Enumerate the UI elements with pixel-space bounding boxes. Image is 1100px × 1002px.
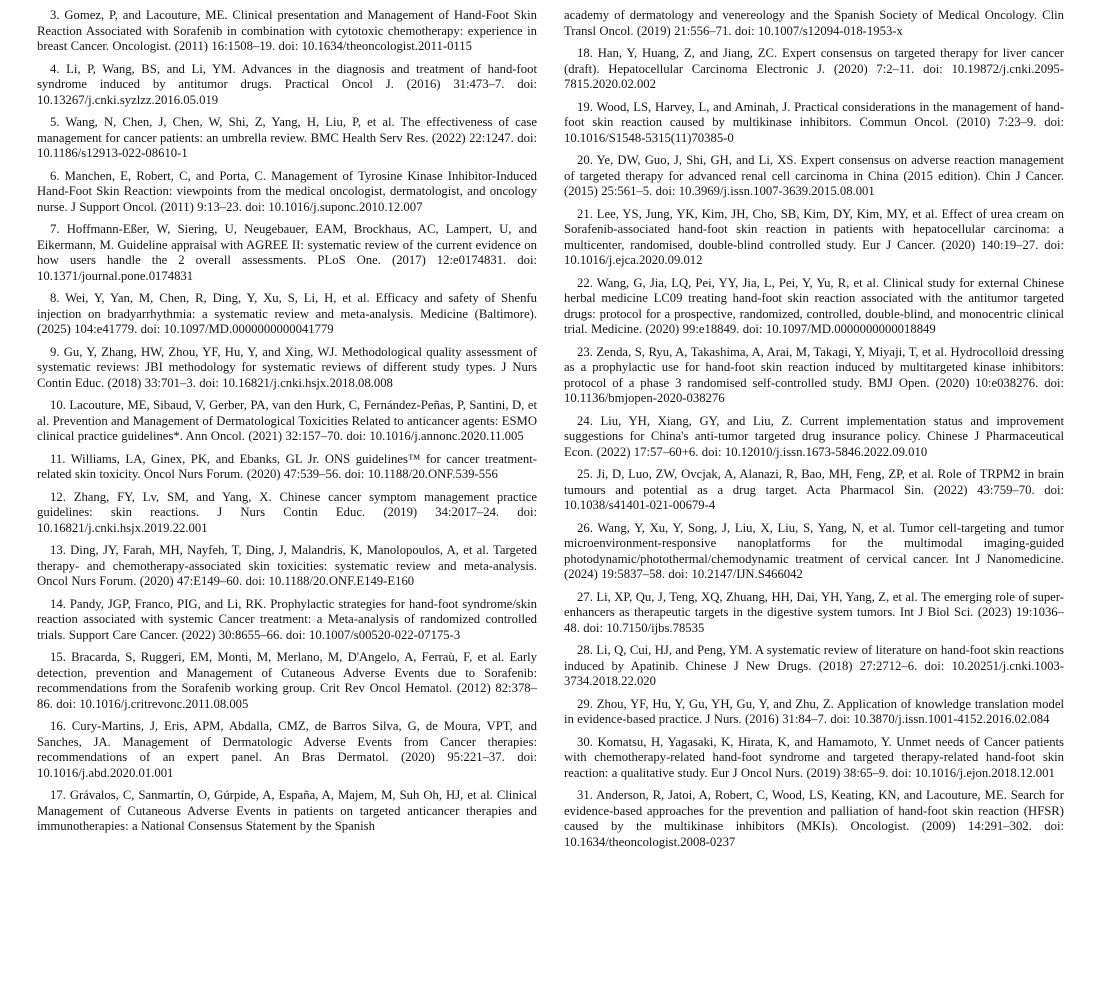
reference-item: 21. Lee, YS, Jung, YK, Kim, JH, Cho, SB, Kim, DY, Kim, MY, et al. Effect of urea cream on Sorafenib-associated hand-foot skin reaction in patients with hepatocellular carcinoma: a multicenter, randomised, double-blind controlled study. Eur J Cancer. (2020) 140:19–27. doi: 10.1016/j.ejca.2020.09.012 (564, 206, 1064, 267)
reference-item: 27. Li, XP, Qu, J, Teng, XQ, Zhuang, HH, Dai, YH, Yang, Z, et al. The emerging role of super-enhancers as therapeutic targets in the digestive system tumors. Int J Biol Sci. (2023) 19:1036–48. doi: 10.7150/ijbs.78535 (564, 589, 1064, 635)
reference-item: 30. Komatsu, H, Yagasaki, K, Hirata, K, and Hamamoto, Y. Unmet needs of Cancer patients with chemotherapy-related hand-foot syndrome and targeted therapy-related hand-foot skin reaction: a qualitative study. Eur J Oncol Nurs. (2019) 38:65–9. doi: 10.1016/j.ejon.2018.12.001 (564, 734, 1064, 780)
reference-item: 12. Zhang, FY, Lv, SM, and Yang, X. Chinese cancer symptom management practice guidelines: skin reactions. J Nurs Contin Educ. (2019) 34:2017–24. doi: 10.16821/j.cnki.hsjx.2019.22.001 (37, 489, 537, 535)
reference-item: 14. Pandy, JGP, Franco, PIG, and Li, RK. Prophylactic strategies for hand-foot syndrome/skin reaction associated with systemic Cancer treatment: a Meta-analysis of randomized controlled trials. Support Care Cancer. (2022) 30:8655–66. doi: 10.1007/s00520-022-07175-3 (37, 596, 537, 642)
reference-item: 26. Wang, Y, Xu, Y, Song, J, Liu, X, Liu, S, Yang, N, et al. Tumor cell-targeting and tumor microenvironment-responsive nanoplatforms for the multimodal imaging-guided photodynamic/photothermal/chemodynamic treatment of cervical cancer. Int J Nanomedicine. (2024) 19:5837–58. doi: 10.2147/IJN.S466042 (564, 520, 1064, 581)
reference-item: 5. Wang, N, Chen, J, Chen, W, Shi, Z, Yang, H, Liu, P, et al. The effectiveness of case management for cancer patients: an umbrella review. BMC Health Serv Res. (2022) 22:1247. doi: 10.1186/s12913-022-08610-1 (37, 115, 537, 160)
reference-item: 9. Gu, Y, Zhang, HW, Zhou, YF, Hu, Y, and Xing, WJ. Methodological quality assessment of systematic reviews: JBI methodology for systematic reviews of different study types. J Nurs Contin Educ. (2018) 33:701–3. doi: 10.16821/j.cnki.hsjx.2018.08.008 (37, 344, 537, 390)
reference-item: 20. Ye, DW, Guo, J, Shi, GH, and Li, XS. Expert consensus on adverse reaction management of targeted therapy for advanced renal cell carcinoma in China (2015 edition). Chin J Cancer. (2015) 25:561–5. doi: 10.3969/j.issn.1007-3639.2015.08.001 (564, 153, 1064, 198)
reference-item: 16. Cury-Martins, J, Eris, APM, Abdalla, CMZ, de Barros Silva, G, de Moura, VPT, and Sanches, JA. Management of Dermatologic Adverse Events from Cancer therapies: recommendations of an expert panel. An Bras Dermatol. (2020) 95:221–37. doi: 10.1016/j.abd.2020.01.001 (37, 719, 537, 780)
reference-item: 3. Gomez, P, and Lacouture, ME. Clinical presentation and Management of Hand-Foot Skin Reaction Associated with Sorafenib in combination with cytotoxic chemotherapy: experience in breast Cancer. Oncologist. (2011) 16:1508–19. doi: 10.1634/theoncologist.2011-0115 (37, 8, 537, 53)
reference-item: 13. Ding, JY, Farah, MH, Nayfeh, T, Ding, J, Malandris, K, Manolopoulos, A, et al. Targeted therapy- and chemotherapy-associated skin toxicities: systematic review and meta-analysis. Oncol Nurs Forum. (2020) 47:E149–60. doi: 10.1188/20.ONF.E149-E160 (37, 543, 537, 588)
reference-item: 29. Zhou, YF, Hu, Y, Gu, YH, Gu, Y, and Zhu, Z. Application of knowledge translation model in evidence-based practice. J Nurs. (2016) 31:84–7. doi: 10.3870/j.issn.1001-4152.2016.02.084 (564, 696, 1064, 726)
references-column-left (37, 8, 537, 1002)
reference-item: 31. Anderson, R, Jatoi, A, Robert, C, Wood, LS, Keating, KN, and Lacouture, ME. Search for evidence-based approaches for the prevention and palliation of hand-foot skin reaction (HFSR) caused by the multikinase inhibitors (MKIs). Oncologist. (2009) 14:291–302. doi: 10.1634/theoncologist.2008-0237 (564, 788, 1064, 849)
reference-item: 8. Wei, Y, Yan, M, Chen, R, Ding, Y, Xu, S, Li, H, et al. Efficacy and safety of Shenfu injection on bradyarrhythmia: a systematic review and meta-analysis. Medicine (Baltimore). (2025) 104:e41779. doi: 10.1097/MD.0000000000041779 (37, 291, 537, 336)
reference-item: 11. Williams, LA, Ginex, PK, and Ebanks, GL Jr. ONS guidelines™ for cancer treatment-related skin toxicity. Oncol Nurs Forum. (2020) 47:539–56. doi: 10.1188/20.ONF.539-556 (37, 451, 537, 481)
reference-item: 15. Bracarda, S, Ruggeri, EM, Monti, M, Merlano, M, D'Angelo, A, Ferraù, F, et al. Early detection, prevention and Management of Cutaneous Adverse Events due to Sorafenib: recommendations from the Sorafenib working group. Crit Rev Oncol Hematol. (2012) 82:378–86. doi: 10.1016/j.critrevonc.2011.08.005 (37, 650, 537, 711)
reference-item: 22. Wang, G, Jia, LQ, Pei, YY, Jia, L, Pei, Y, Yu, R, et al. Clinical study for external Chinese herbal medicine LC09 treating hand-foot skin reaction associated with the antitumor targeted drugs: protocol for a prospective, randomized, controlled, double-blind, and monocentric clinical trial. Medicine. (2020) 99:e18849. doi: 10.1097/MD.0000000000018849 (564, 275, 1064, 336)
references-column-right (564, 8, 1064, 1002)
reference-item: 7. Hoffmann-Eßer, W, Siering, U, Neugebauer, EAM, Brockhaus, AC, Lampert, U, and Eikermann, M. Guideline appraisal with AGREE II: systematic review of the current evidence on how users handle the 2 overall assessments. PLoS One. (2017) 12:e0174831. doi: 10.1371/journal.pone.0174831 (37, 222, 537, 283)
reference-item: 6. Manchen, E, Robert, C, and Porta, C. Management of Tyrosine Kinase Inhibitor-Induced Hand-Foot Skin Reaction: viewpoints from the medical oncologist, dermatologist, and oncology nurse. J Support Oncol. (2011) 9:13–23. doi: 10.1016/j.suponc.2010.12.007 (37, 168, 537, 214)
reference-item: 18. Han, Y, Huang, Z, and Jiang, ZC. Expert consensus on targeted therapy for liver cancer (draft). Hepatocellular Carcinoma Electronic J. (2020) 7:2–11. doi: 10.19872/j.cnki.2095-7815.2020.02.002 (564, 46, 1064, 91)
reference-item: 17. Grávalos, C, Sanmartín, O, Gúrpide, A, España, A, Majem, M, Suh Oh, HJ, et al. Clinical Management of Cutaneous Adverse Events in patients on targeted anticancer therapies and immunotherapies: a National Consensus Statement by the Spanish (37, 788, 537, 833)
reference-item: 4. Li, P, Wang, BS, and Li, YM. Advances in the diagnosis and treatment of hand-foot syndrome induced by antitumor drugs. Practical Oncol J. (2016) 31:473–7. doi: 10.13267/j.cnki.syzlzz.2016.05.019 (37, 61, 537, 107)
reference-item: 24. Liu, YH, Xiang, GY, and Liu, Z. Current implementation status and improvement suggestions for China's anti-tumor targeted drug insurance policy. Chinese J Pharmaceutical Econ. (2022) 17:57–60+6. doi: 10.12010/j.issn.1673-5846.2022.09.010 (564, 413, 1064, 459)
reference-item: 23. Zenda, S, Ryu, A, Takashima, A, Arai, M, Takagi, Y, Miyaji, T, et al. Hydrocolloid dressing as a prophylactic use for hand-foot skin reaction induced by multitargeted kinase inhibitors: protocol of a phase 3 randomised self-controlled study. BMJ Open. (2020) 10:e038276. doi: 10.1136/bmjopen-2020-038276 (564, 344, 1064, 405)
reference-item: 25. Ji, D, Luo, ZW, Ovcjak, A, Alanazi, R, Bao, MH, Feng, ZP, et al. Role of TRPM2 in brain tumours and potential as a drug target. Acta Pharmacol Sin. (2022) 43:759–70. doi: 10.1038/s41401-021-00679-4 (564, 467, 1064, 512)
reference-item: 28. Li, Q, Cui, HJ, and Peng, YM. A systematic review of literature on hand-foot skin reactions induced by Apatinib. Chinese J New Drugs. (2018) 27:2712–6. doi: 10.20251/j.cnki.1003-3734.2018.22.020 (564, 643, 1064, 688)
reference-item: 19. Wood, LS, Harvey, L, and Aminah, J. Practical considerations in the management of hand-foot skin reaction caused by multikinase inhibitors. Commun Oncol. (2010) 7:23–9. doi: 10.1016/S1548-5315(11)70385-0 (564, 99, 1064, 145)
reference-item: academy of dermatology and venereology and the Spanish Society of Medical Oncology. Clin Transl Oncol. (2019) 21:556–71. doi: 10.1007/s12094-018-1953-x (564, 8, 1064, 38)
reference-item: 10. Lacouture, ME, Sibaud, V, Gerber, PA, van den Hurk, C, Fernández-Peñas, P, Santini, D, et al. Prevention and Management of Dermatological Toxicities Related to anticancer agents: ESMO clinical practice guidelines*. Ann Oncol. (2021) 32:157–70. doi: 10.1016/j.annonc.2020.11.005 (37, 398, 537, 443)
